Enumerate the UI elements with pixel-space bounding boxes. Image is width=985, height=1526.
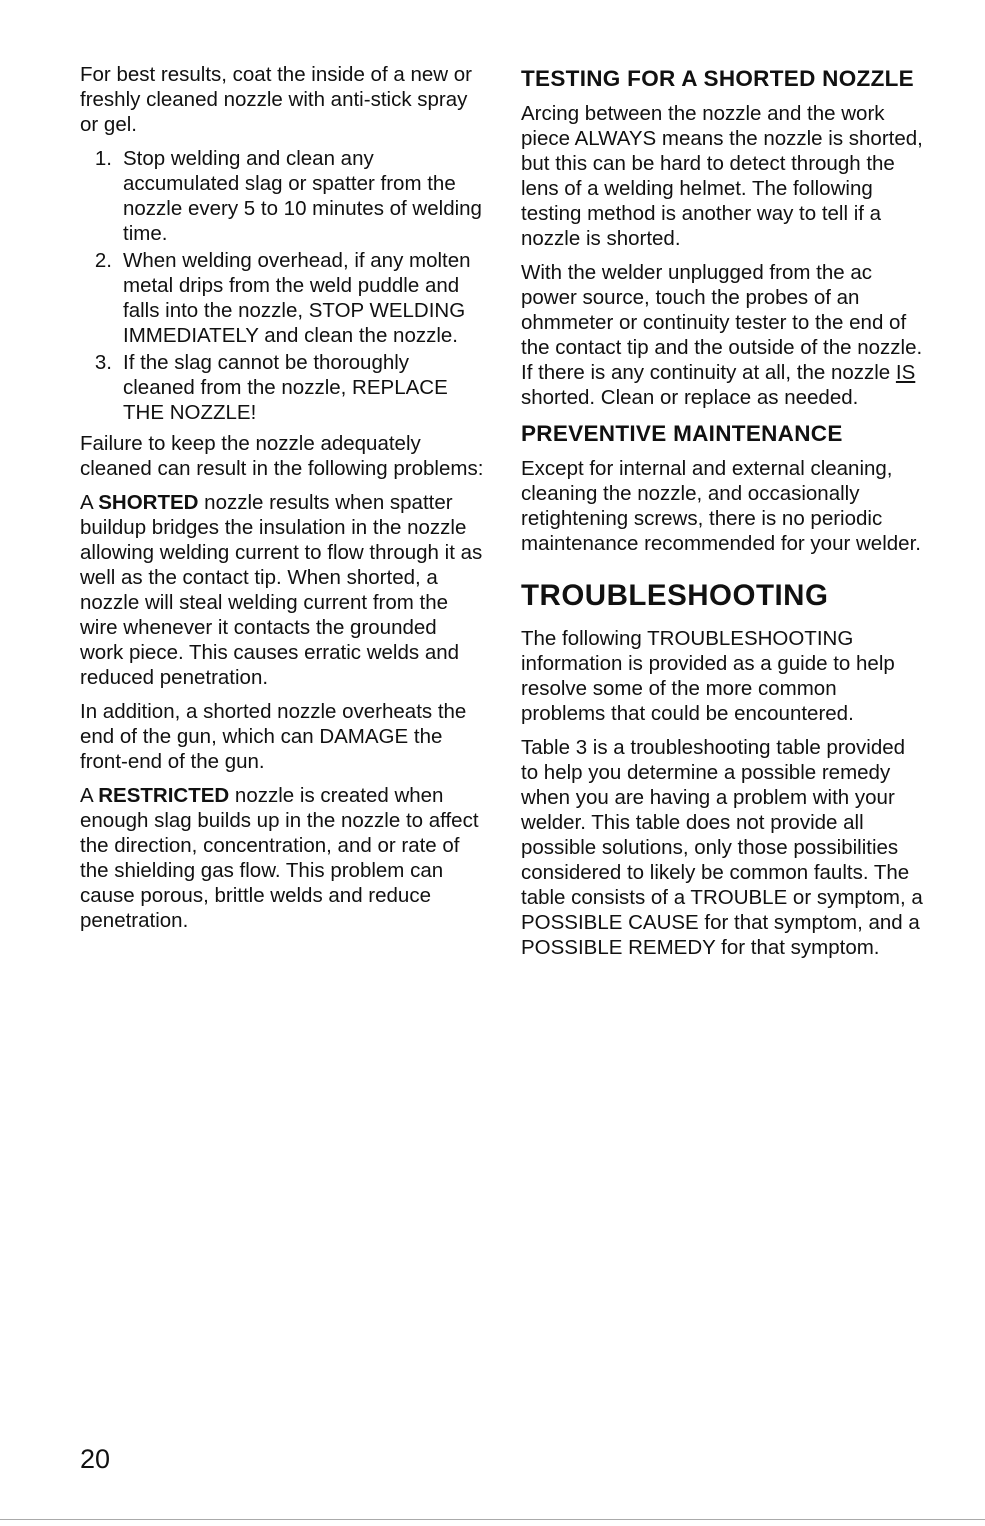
failure-paragraph: Failure to keep the nozzle adequately cleaned can result in the following problems: <box>80 432 484 480</box>
list-item <box>80 248 485 348</box>
restricted-prefix: A <box>80 784 99 807</box>
restricted-text: nozzle is created when enough slag builds up in the nozzle to affect the direction, concentration, and or rate of the shielding gas flow. This problem can cause porous, brittle welds and reduce penetration. <box>80 784 479 932</box>
is-emphasis: IS <box>895 361 916 384</box>
restricted-term: RESTRICTED <box>98 784 230 807</box>
bottom-rule <box>0 1519 985 1520</box>
page-number: 20 <box>80 1444 111 1474</box>
step-number: 2. <box>94 249 112 272</box>
preventive-heading: PREVENTIVE MAINTENANCE <box>521 421 843 446</box>
step-text: If the slag cannot be thoroughly cleaned from the nozzle, REPLACE THE NOZZLE! <box>123 351 448 424</box>
testing-paragraph: Arcing between the nozzle and the work piece ALWAYS means the nozzle is shorted, but this can be hard to detect through the lens of a welding helmet. The following testing method is another way to tell if a nozzle is shorted. <box>521 102 923 250</box>
restricted-paragraph <box>80 783 485 933</box>
step-text: When welding overhead, if any molten metal drips from the weld puddle and falls into the nozzle, STOP WELDING IMMEDIATELY and clean the nozzle. <box>123 249 471 347</box>
addition-paragraph: In addition, a shorted nozzle overheats the end of the gun, which can DAMAGE the front-end of the gun. <box>80 700 467 773</box>
troubleshooting-table-paragraph: Table 3 is a troubleshooting table provided to help you determine a possible remedy when you are having a problem with your welder. This table does not provide all possible solutions, only those possibilities considered to likely be common faults. The table consists of a TROUBLE or symptom, a POSSIBLE CAUSE for that symptom, and a POSSIBLE REMEDY for that symptom. <box>521 736 923 959</box>
testing-method-paragraph <box>521 260 926 410</box>
right-column <box>521 62 926 969</box>
list-item <box>80 350 485 425</box>
testing-text-b: shorted. Clean or replace as needed. <box>521 386 859 409</box>
testing-text-a: With the welder unplugged from the ac power source, touch the probes of an ohmmeter or continuity tester to the end of the contact tip and the outside of the nozzle. If there is any continuity at all, the nozzle <box>521 261 923 384</box>
shorted-text: nozzle results when spatter buildup bridges the insulation in the nozzle allowing welding current to flow through it as well as the contact tip. When shorted, a nozzle will steal welding current from the wire whenever it contacts the grounded work piece. This causes erratic welds and reduced penetration. <box>80 491 483 689</box>
step-number: 1. <box>94 147 112 170</box>
step-text: Stop welding and clean any accumulated slag or spatter from the nozzle every 5 to 10 minutes of welding time. <box>123 147 482 245</box>
left-column <box>80 62 485 942</box>
troubleshooting-heading: TROUBLESHOOTING <box>521 579 829 612</box>
list-item <box>80 146 485 246</box>
testing-heading: TESTING FOR A SHORTED NOZZLE <box>521 66 914 91</box>
shorted-prefix: A <box>80 491 99 514</box>
preventive-paragraph: Except for internal and external cleaning, cleaning the nozzle, and occasionally retightening screws, there is no periodic maintenance recommended for your welder. <box>521 457 921 555</box>
step-number: 3. <box>94 351 112 374</box>
shorted-term: SHORTED <box>98 491 199 514</box>
troubleshooting-intro: The following TROUBLESHOOTING information is provided as a guide to help resolve some of the more common problems that could be encountered. <box>521 627 895 725</box>
intro-paragraph: For best results, coat the inside of a new or freshly cleaned nozzle with anti-stick spray or gel. <box>80 63 472 136</box>
cleaning-steps-list <box>80 146 485 425</box>
shorted-paragraph <box>80 490 485 690</box>
